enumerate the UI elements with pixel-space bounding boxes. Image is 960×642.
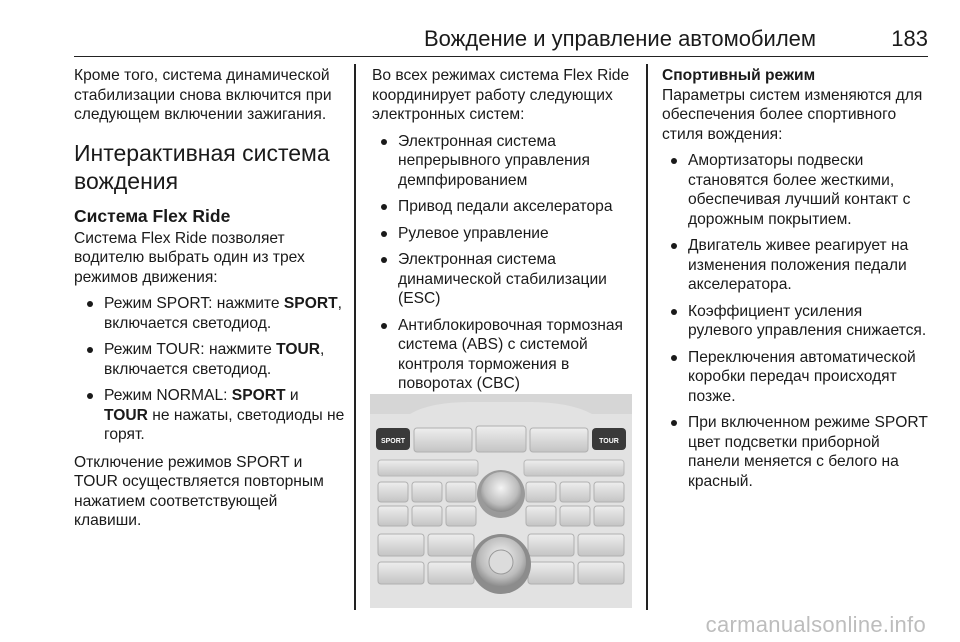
description-paragraph: Отключение режимов SPORT и TOUR осуществляется повторным нажатием соответствующей клавиши. [74,453,324,529]
intro-paragraph: Кроме того, система динамической стабилизации снова включится при следующем включении зажигания. [74,67,332,123]
control-panel-photo [370,394,632,608]
key-label: TOUR [104,406,148,424]
intro-paragraph: Во всех режимах система Flex Ride координирует работу следующих электронных систем: [372,67,630,123]
list-item: Привод педали акселератора [372,197,634,217]
item-text: Режим SPORT: нажмите [104,295,284,312]
item-text: , включается светодиод. [104,295,342,332]
upper-knob [481,472,521,512]
page-header [74,0,928,57]
list-item [74,386,346,445]
column-3 [662,66,930,491]
page-number: 183 [891,26,928,51]
tour-button-label: TOUR [599,438,619,445]
list-item: Двигатель живее реагирует на изменения положения педали акселератора. [662,236,930,295]
chapter-title: Вождение и управление автомобилем [424,26,817,51]
subsection-heading: Система Flex Ride [74,205,231,226]
mode-list [74,294,346,445]
item-text: Режим NORMAL: [104,387,232,404]
control-panel-illustration [370,394,632,608]
list-item: Электронная система динамической стабилизации (ESC) [372,250,634,309]
list-item: Переключения автоматической коробки передач происходят позже. [662,348,930,407]
column-2 [372,66,634,440]
list-item: Антиблокировочная тормозная система (ABS) с системой контроля торможения в поворотах (CBC) [372,316,634,394]
list-item: Рулевое управление [372,224,634,244]
section-heading: Интерактивная система вождения [74,139,330,194]
key-label: SPORT [231,387,286,404]
key-label: SPORT [283,295,338,312]
watermark: carmanualsonline.info [705,612,926,637]
column-divider [646,64,648,610]
subsection-heading: Спортивный режим [662,67,816,84]
item-text: не нажаты, светодиоды не горят. [104,406,345,443]
key-label: TOUR [276,341,320,358]
list-item [74,294,346,333]
sport-mode-list [662,151,930,491]
column-1 [74,66,346,531]
item-text: и [285,387,299,404]
list-item [74,340,346,379]
column-divider [354,64,356,610]
list-item: Электронная система непрерывного управления демпфированием [372,132,634,191]
item-text: Режим TOUR: нажмите [104,341,277,358]
description-paragraph: Система Flex Ride позволяет водителю выбрать один из трех режимов движения: [74,229,305,286]
list-item: Коэффициент усиления рулевого управления снижается. [662,302,930,341]
sport-button-label: SPORT [380,438,406,445]
list-item: При включенном режиме SPORT цвет подсветки приборной панели меняется с белого на красный. [662,413,930,491]
item-text: , включается светодиод. [104,341,325,378]
intro-paragraph: Параметры систем изменяются для обеспечения более спортивного стиля вождения: [662,86,923,143]
list-item: Амортизаторы подвески становятся более жесткими, обеспечивая лучший контакт с дорожным покрытием. [662,151,930,229]
